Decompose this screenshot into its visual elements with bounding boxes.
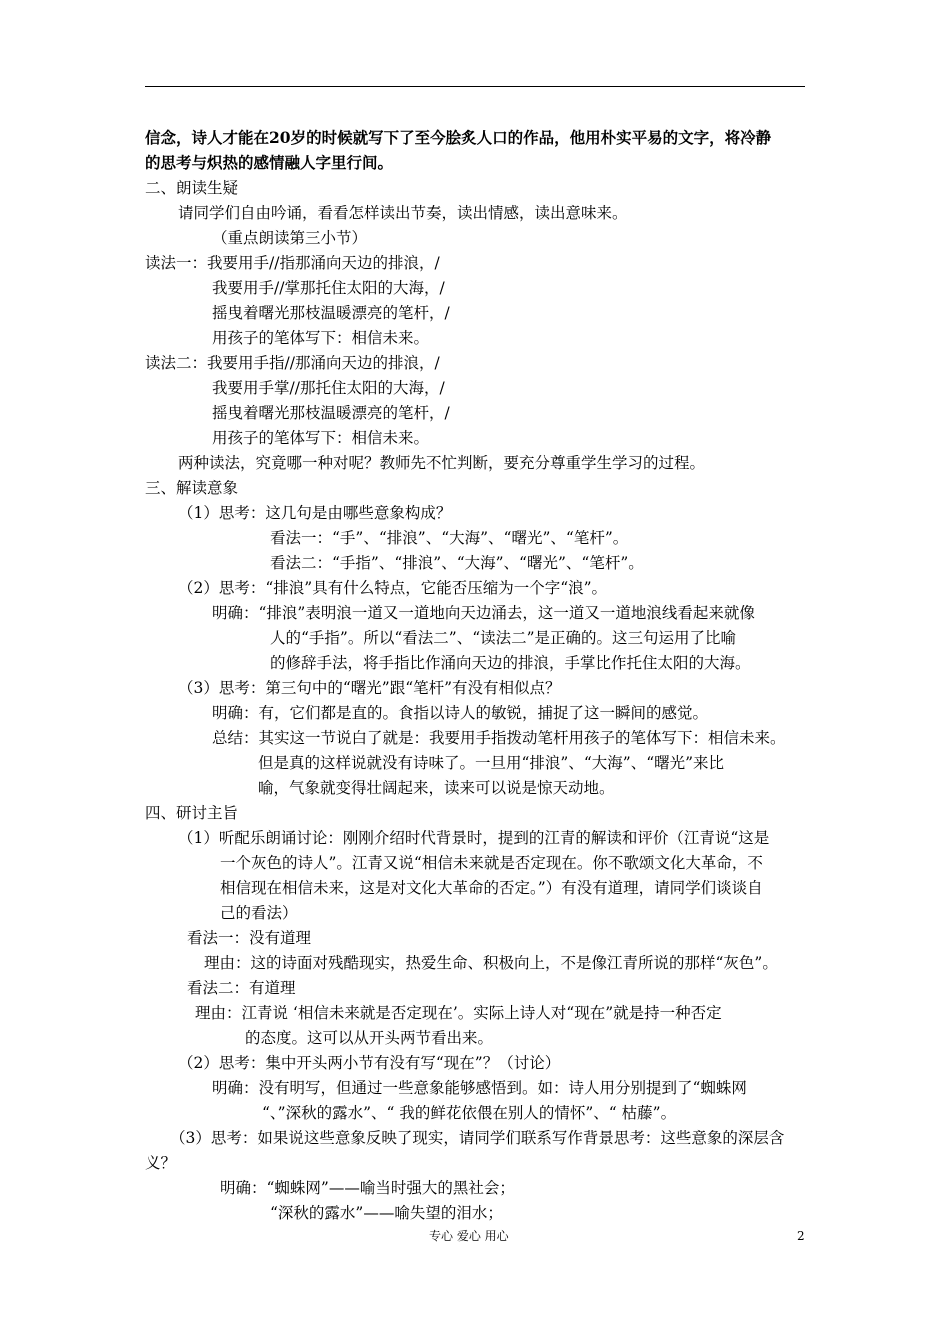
text-line: 我要用手掌//那托住太阳的大海，/ bbox=[212, 379, 445, 397]
text-line: 看法一：没有道理 bbox=[187, 929, 312, 947]
text-line: 但是真的这样说就没有诗味了。一旦用“排浪”、“大海”、“曙光”来比 bbox=[258, 754, 725, 772]
page-number: 2 bbox=[797, 1229, 805, 1243]
text-line: 喻，气象就变得壮阔起来，读来可以说是惊天动地。 bbox=[258, 779, 615, 797]
section-heading: 三、解读意象 bbox=[145, 479, 239, 497]
section-heading: 二、朗读生疑 bbox=[145, 179, 239, 197]
text-line: 的态度。这可以从开头两节看出来。 bbox=[245, 1029, 494, 1047]
text-line: （1）思考：这几句是由哪些意象构成？ bbox=[178, 504, 452, 522]
text-line: （1）听配乐朗诵讨论：刚刚介绍时代背景时，提到的江青的解读和评价（江青说“这是 bbox=[178, 829, 770, 847]
text-line: 的思考与炽热的感情融人字里行间。 bbox=[145, 153, 394, 172]
text-line: 读法二：我要用手指//那涌向天边的排浪，/ bbox=[145, 354, 440, 372]
text-line: “、”深秋的露水”、“ 我的鲜花依偎在别人的情怀”、“ 枯藤”。 bbox=[262, 1104, 677, 1122]
text-line: 理由：江青说 ‘相信未来就是否定现在’。实际上诗人对“现在”就是持一种否定 bbox=[195, 1004, 722, 1022]
text-line: 理由：这的诗面对残酷现实，热爱生命、积极向上，不是像江青所说的那样“灰色”。 bbox=[204, 954, 778, 972]
text-line: 明确：有，它们都是直的。食指以诗人的敏锐，捕捉了这一瞬间的感觉。 bbox=[212, 704, 709, 722]
text-line: 看法二：有道理 bbox=[187, 979, 296, 997]
text-line: （2）思考：“排浪”具有什么特点，它能否压缩为一个字“浪”。 bbox=[178, 579, 608, 597]
text-line: 相信现在相信未来，这是对文化大革命的否定。”）有没有道理，请同学们谈谈自 bbox=[220, 879, 763, 897]
header-rule bbox=[145, 86, 805, 87]
text-line: 明确：“排浪”表明浪一道又一道地向天边涌去，这一道又一道地浪线看起来就像 bbox=[212, 604, 755, 622]
text-line: 看法二：“手指”、“排浪”、“大海”、“曙光”、“笔杆”。 bbox=[270, 554, 644, 572]
text-line: （3）思考：第三句中的“曙光”跟“笔杆”有没有相似点？ bbox=[178, 679, 561, 697]
text-line: 总结：其实这一节说白了就是：我要用手指拨动笔杆用孩子的笔体写下：相信未来。 bbox=[212, 729, 786, 747]
footer-motto: 专心 爱心 用心 bbox=[429, 1229, 509, 1243]
text-line: 己的看法） bbox=[220, 904, 298, 922]
text-line: 读法一：我要用手//指那涌向天边的排浪，/ bbox=[145, 254, 440, 272]
text-line: 明确：没有明写，但通过一些意象能够感悟到。如：诗人用分别提到了“蜘蛛网 bbox=[212, 1079, 747, 1097]
text-line: 两种读法，究竟哪一种对呢？教师先不忙判断，要充分尊重学生学习的过程。 bbox=[178, 454, 706, 472]
text-line: “深秋的露水”——喻失望的泪水； bbox=[270, 1204, 503, 1222]
text-line: 义？ bbox=[145, 1154, 177, 1172]
text-line: 摇曳着曙光那枝温暖漂亮的笔杆，/ bbox=[212, 404, 450, 422]
text-line: 我要用手//掌那托住太阳的大海，/ bbox=[212, 279, 445, 297]
section-heading: 四、研讨主旨 bbox=[145, 804, 239, 822]
text-line: 看法一：“手”、“排浪”、“大海”、“曙光”、“笔杆”。 bbox=[270, 529, 629, 547]
text-line: 明确：“蜘蛛网”——喻当时强大的黑社会； bbox=[220, 1179, 515, 1197]
text-line: 人的“手指”。所以“看法二”、“读法二”是正确的。这三句运用了比喻 bbox=[270, 629, 737, 647]
text-line: 的修辞手法，将手指比作涌向天边的排浪，手掌比作托住太阳的大海。 bbox=[270, 654, 751, 672]
text-line: （重点朗读第三小节） bbox=[212, 229, 368, 247]
text-line: （2）思考：集中开头两小节有没有写“现在”？（讨论） bbox=[178, 1054, 561, 1072]
text-line: 信念，诗人才能在20岁的时候就写下了至今脍炙人口的作品，他用朴实平易的文字，将冷静 bbox=[145, 128, 772, 147]
text-line: 用孩子的笔体写下：相信未来。 bbox=[212, 329, 430, 347]
text-line: 一个灰色的诗人”。江青又说“相信未来就是否定现在。你不歌颂文化大革命，不 bbox=[220, 854, 763, 872]
text-line: 请同学们自由吟诵，看看怎样读出节奏，读出情感，读出意味来。 bbox=[178, 204, 628, 222]
text-line: 摇曳着曙光那枝温暖漂亮的笔杆，/ bbox=[212, 304, 450, 322]
text-line: （3）思考：如果说这些意象反映了现实，请同学们联系写作背景思考：这些意象的深层含 bbox=[170, 1129, 785, 1147]
text-line: 用孩子的笔体写下：相信未来。 bbox=[212, 429, 430, 447]
